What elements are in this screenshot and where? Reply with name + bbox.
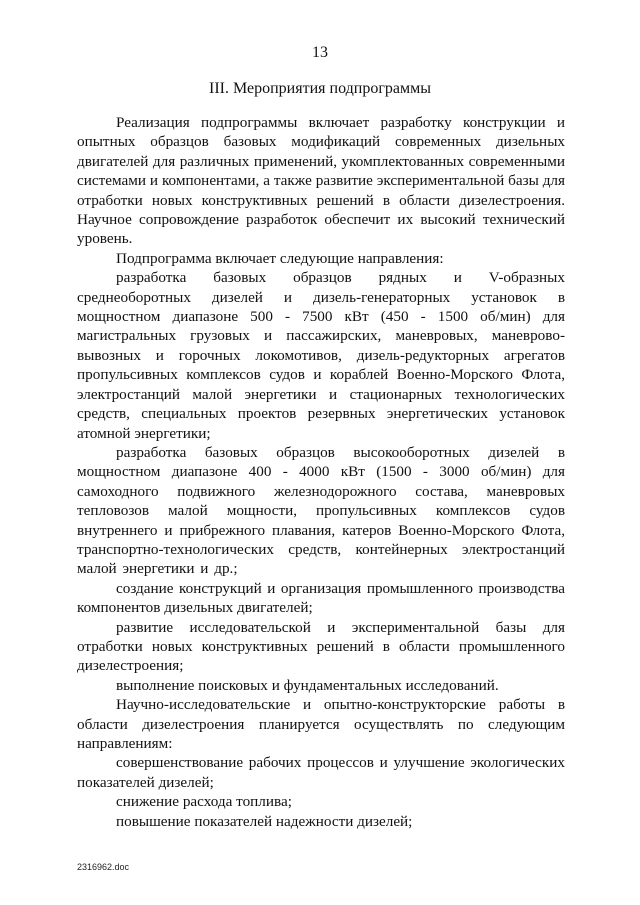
- paragraph-intro: Реализация подпрограммы включает разработку конструкции и опытных образцов базовых модификаций современных дизельных двигателей для различных применений, укомплектованных современными системами и компонентами, а также развитие экспериментальной базы для отработки новых конструктивных решений в области дизелестроения. Научное сопровождение разработок обеспечит их высокий технический уровень.: [77, 114, 565, 248]
- paragraph-directions-heading: Подпрограмма включает следующие направления:: [116, 249, 444, 267]
- page-number: 13: [312, 44, 328, 61]
- paragraph-fuel-consumption: снижение расхода топлива;: [116, 793, 292, 811]
- paragraph-workflow-improvement: совершенствование рабочих процессов и улучшение экологических показателей дизелей;: [77, 754, 565, 791]
- paragraph-components: создание конструкций и организация промышленного производства компонентов дизельных двигателей;: [77, 579, 565, 617]
- paragraph-medium-speed-diesels: разработка базовых образцов рядных и V-образных среднеоборотных дизелей и дизель-генераторных установок в мощностном диапазоне 500 - 7500 кВт (450 - 1500 об/мин) для магистральных грузовых и пассажирских, маневровых, маневрово-вывозных и горочных локомотивов, дизель-редукторных агрегатов пропульсивных комплексов судов и кораблей Военно-Морского Флота, электростанций малой энергетики и стационарных технологических средств, специальных проектов резервных энергетических установок атомной энергетики;: [77, 269, 565, 442]
- paragraph-research-base: развитие исследовательской и экспериментальной базы для отработки новых конструктивных решений в области промышленного дизелестроения;: [77, 618, 565, 675]
- document-body: [77, 113, 565, 831]
- paragraph-reliability: повышение показателей надежности дизелей;: [116, 812, 413, 830]
- paragraph-high-speed-diesels: разработка базовых образцов высокооборотных дизелей в мощностном диапазоне 400 - 4000 кВт (1500 - 3000 об/мин) для самоходного подвижного железнодорожного состава, маневровых тепловозов малой мощности, пропульсивных комплексов судов внутреннего и прибрежного плавания, катеров Военно-Морского Флота, транспортно-технологических средств, контейнерных электростанций малой энергетики и др.;: [77, 443, 565, 578]
- section-title: III. Мероприятия подпрограммы: [209, 80, 431, 97]
- footer-filename: 2316962.doc: [77, 862, 130, 872]
- paragraph-fundamental-research: выполнение поисковых и фундаментальных исследований.: [116, 676, 499, 694]
- paragraph-rnd-intro: Научно-исследовательские и опытно-конструкторские работы в области дизелестроения планируется осуществлять по следующим направлениям:: [77, 696, 565, 752]
